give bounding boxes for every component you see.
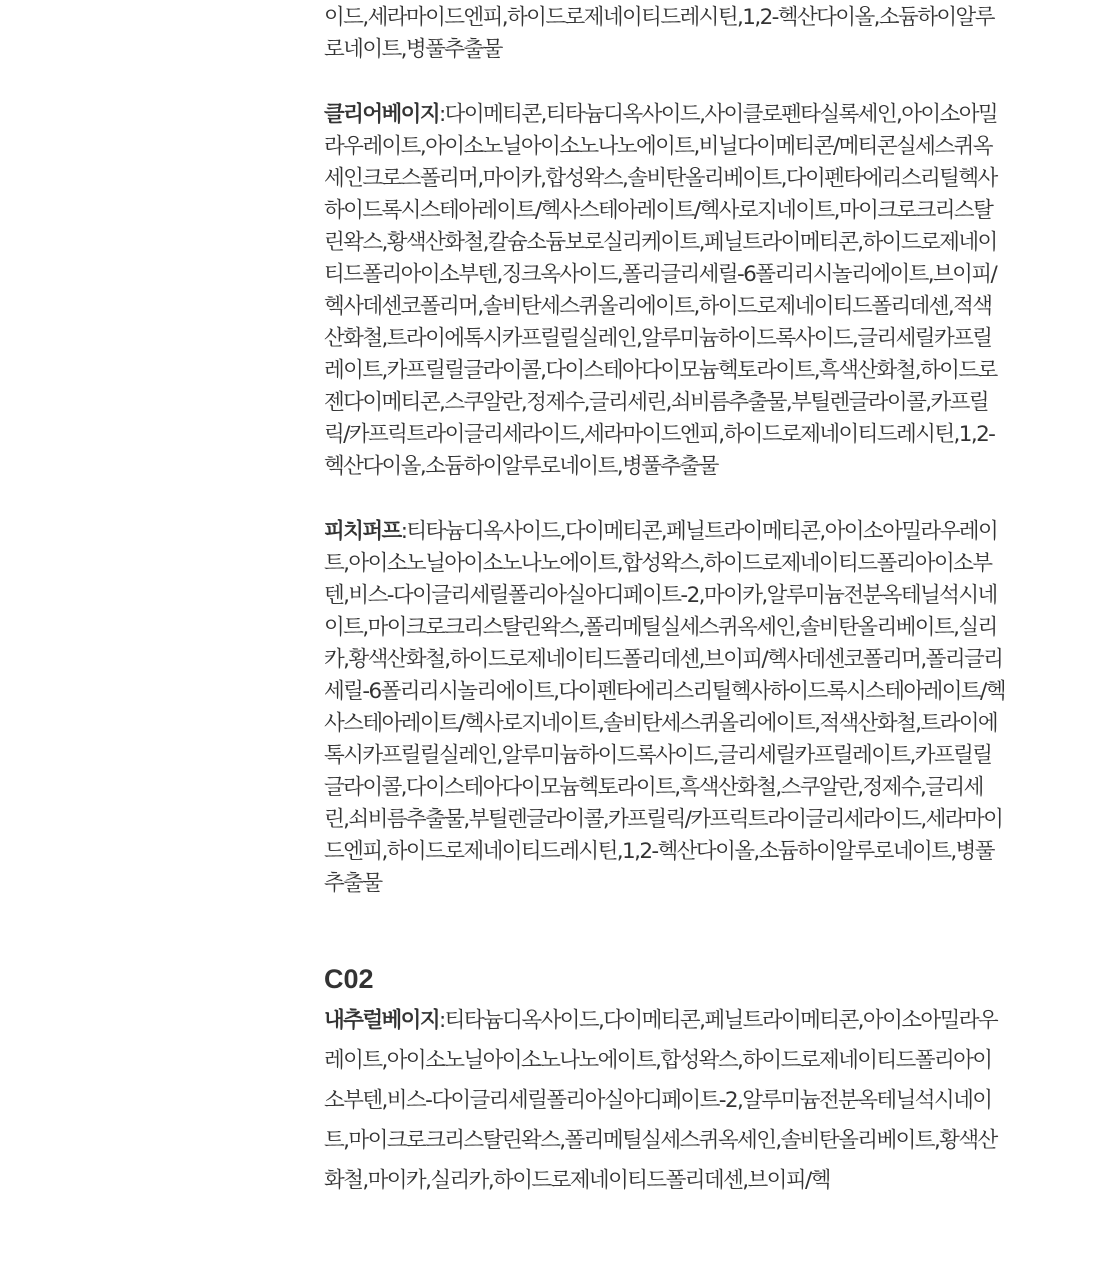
ingredient-paragraph-peach-puff (324, 516, 1006, 900)
ingredient-paragraph-clear-beige (324, 99, 1006, 483)
ingredient-list-text: :다이메티콘,티타늄디옥사이드,사이클로펜타실록세인,아이소아밀라우레이트,아이소노닐아이소노나노에이트,비닐다이메티콘/메티콘실세스퀴옥세인크로스폴리머,마이카,합성왁스,솔비탄올리베이트,다이펜타에리스리틸헥사하이드록시스테아레이트/헥사스테아레이트/헥사로지네이트,마이크로크리스탈린왁스,황색산화철,칼슘소듐보로실리케이트,페닐트라이메티콘,하이드로제네이티드폴리아이소부텐,징크옥사이드,폴리글리세릴-6폴리리시놀리에이트,브이피/헥사데센코폴리머,솔비탄세스퀴올리에이트,하이드로제네이티드폴리데센,적색산화철,트라이에톡시카프릴릴실레인,알루미늄하이드록사이드,글리세릴카프릴레이트,카프릴릴글라이콜,다이스테아다이모늄헥토라이트,흑색산화철,하이드로젠다이메티콘,스쿠알란,정제수,글리세린,쇠비름추출물,부틸렌글라이콜,카프릴릭/카프릭트라이글리세라이드,세라마이드엔피,하이드로제네이티드레시틴,1,2-헥산다이올,소듐하이알루로네이트,병풀추출물 (324, 102, 998, 479)
ingredient-list-text: :티타늄디옥사이드,다이메티콘,페닐트라이메티콘,아이소아밀라우레이트,아이소노닐아이소노나노에이트,합성왁스,하이드로제네이티드폴리아이소부텐,비스-다이글리세릴폴리아실아디페이트-2,알루미늄전분옥테닐석시네이트,마이크로크리스탈린왁스,폴리메틸실세스퀴옥세인,솔비탄올리베이트,황색산화철,마이카,실리카,하이드로제네이티드폴리데센,브이피/헥 (324, 1008, 998, 1193)
ingredient-list-text: :티타늄디옥사이드,다이메티콘,페닐트라이메티콘,아이소아밀라우레이트,아이소노닐아이소노나노에이트,합성왁스,하이드로제네이티드폴리아이소부텐,비스-다이글리세릴폴리아실아디페이트-2,마이카,알루미늄전분옥테닐석시네이트,마이크로크리스탈린왁스,폴리메틸실세스퀴옥세인,솔비탄올리베이트,실리카,황색산화철,하이드로제네이티드폴리데센,브이피/헥사데센코폴리머,폴리글리세릴-6폴리리시놀리에이트,다이펜타에리스리틸헥사하이드록시스테아레이트/헥사스테아레이트/헥사로지네이트,솔비탄세스퀴올리에이트,적색산화철,트라이에톡시카프릴릴실레인,알루미늄하이드록사이드,글리세릴카프릴레이트,카프릴릴글라이콜,다이스테아다이모늄헥토라이트,흑색산화철,스쿠알란,정제수,글리세린,쇠비름추출물,부틸렌글라이콜,카프릴릭/카프릭트라이글리세라이드,세라마이드엔피,하이드로제네이티드레시틴,1,2-헥산다이올,소듐하이알루로네이트,병풀추출물 (324, 519, 1005, 896)
ingredients-content (324, 0, 1006, 1201)
ingredient-paragraph-natural-beige (324, 1001, 1006, 1201)
section-title: C02 (324, 964, 374, 994)
ingredient-list-text: 이드,세라마이드엔피,하이드로제네이티드레시틴,1,2-헥산다이올,소듐하이알루로네이트,병풀추출물 (324, 5, 994, 62)
paragraph-spacer (324, 483, 1006, 516)
section-spacer (324, 900, 1006, 959)
shade-name: 클리어베이지 (324, 102, 440, 127)
shade-name: 피치퍼프 (324, 519, 401, 544)
paragraph-spacer (324, 66, 1006, 99)
ingredient-paragraph-continued (324, 2, 1006, 66)
shade-name: 내추럴베이지 (324, 1008, 440, 1033)
